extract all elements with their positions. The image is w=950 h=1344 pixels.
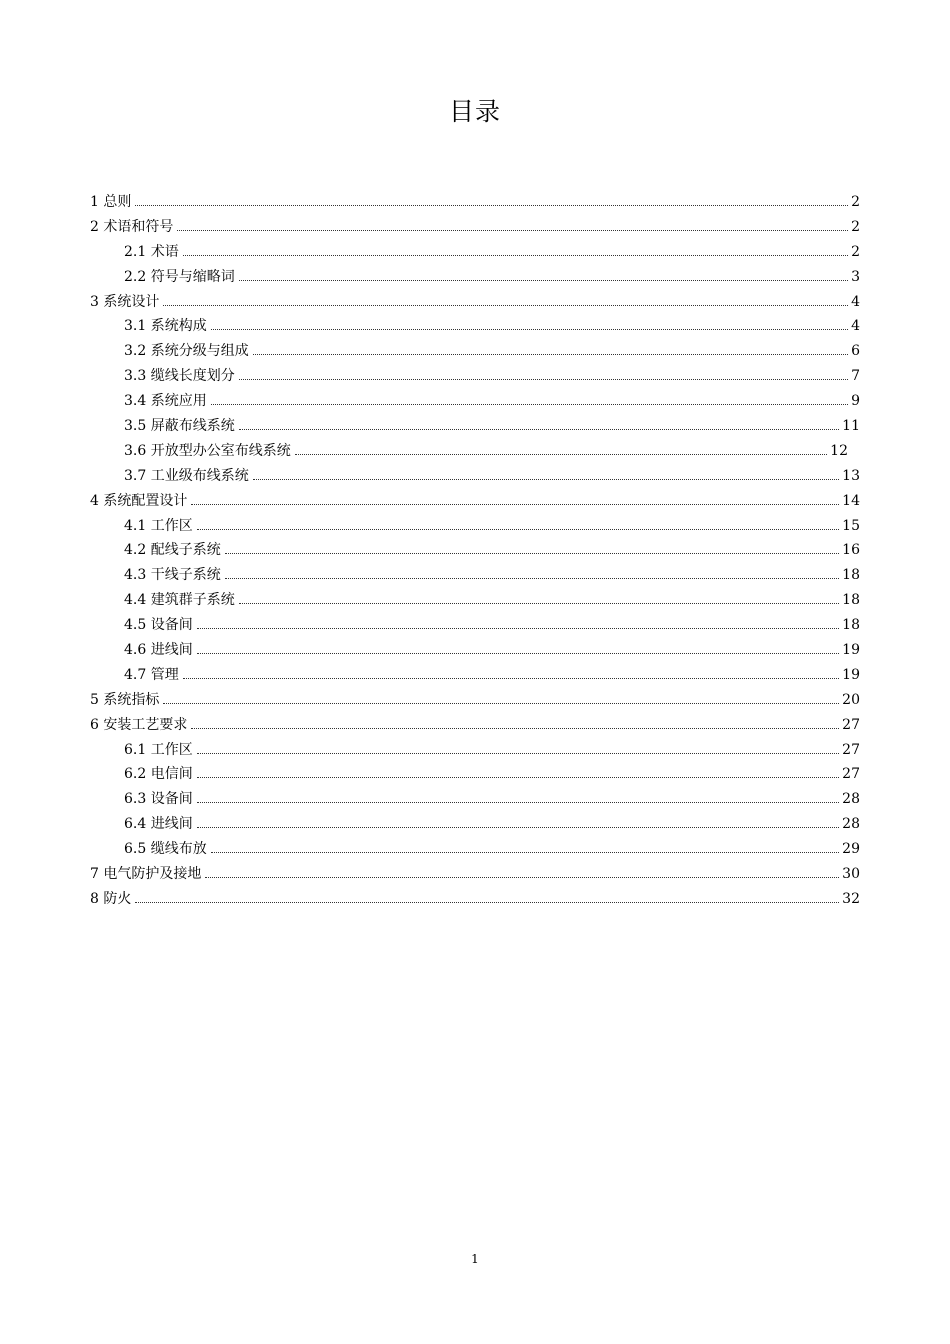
toc-entry[interactable] bbox=[90, 563, 860, 588]
toc-entry-page: 2 bbox=[851, 218, 860, 235]
toc-entry[interactable] bbox=[90, 240, 860, 265]
toc-entry[interactable] bbox=[90, 314, 860, 339]
toc-entry[interactable] bbox=[90, 265, 860, 290]
dot-leader bbox=[197, 801, 839, 803]
toc-entry-label: 2 术语和符号 bbox=[90, 218, 174, 235]
dot-leader bbox=[239, 378, 848, 380]
toc-entry[interactable] bbox=[90, 290, 860, 315]
toc-entry-label: 2.1 术语 bbox=[124, 243, 179, 260]
toc-entry-page: 20 bbox=[842, 691, 860, 708]
toc-entry[interactable] bbox=[90, 389, 860, 414]
toc-entry-page: 13 bbox=[842, 467, 860, 484]
toc-entry-label: 4.7 管理 bbox=[124, 666, 179, 683]
toc-entry-page: 28 bbox=[842, 791, 860, 808]
dot-leader bbox=[225, 577, 839, 579]
page-number: 1 bbox=[471, 1252, 479, 1266]
dot-leader bbox=[183, 677, 839, 679]
toc-entry-label: 4.2 配线子系统 bbox=[124, 542, 221, 559]
toc-entry[interactable] bbox=[90, 837, 860, 862]
toc-entry-page: 18 bbox=[842, 617, 860, 634]
toc-entry-page: 6 bbox=[851, 343, 860, 360]
toc-entry-page: 27 bbox=[842, 741, 860, 758]
toc-entry-label: 6.3 设备间 bbox=[124, 791, 193, 808]
dot-leader bbox=[211, 328, 848, 330]
toc-entry-label: 4.5 设备间 bbox=[124, 617, 193, 634]
toc-entry[interactable] bbox=[90, 613, 860, 638]
dot-leader bbox=[239, 602, 839, 604]
toc-entry-label: 3.4 系统应用 bbox=[124, 393, 207, 410]
toc-entry-label: 3.2 系统分级与组成 bbox=[124, 343, 249, 360]
toc-entry[interactable] bbox=[90, 862, 860, 887]
toc-entry-label: 6.2 电信间 bbox=[124, 766, 193, 783]
toc-entry-page: 2 bbox=[851, 194, 860, 210]
page-title: 目录 bbox=[448, 97, 501, 126]
toc-entry-page: 14 bbox=[842, 492, 860, 509]
dot-leader bbox=[225, 552, 839, 554]
toc-entry[interactable] bbox=[90, 538, 860, 563]
toc-entry[interactable] bbox=[90, 713, 860, 738]
dot-leader bbox=[197, 826, 839, 828]
toc-entry[interactable] bbox=[90, 464, 860, 489]
toc-entry-label: 6.1 工作区 bbox=[124, 741, 193, 758]
dot-leader bbox=[239, 279, 848, 281]
dot-leader bbox=[163, 304, 848, 306]
dot-leader bbox=[239, 428, 839, 430]
toc-entry-label: 3.6 开放型办公室布线系统 bbox=[124, 442, 291, 459]
toc-entry[interactable] bbox=[90, 762, 860, 787]
dot-leader bbox=[163, 702, 839, 704]
toc-entry[interactable] bbox=[90, 489, 860, 514]
toc-entry-label: 3.3 缆线长度划分 bbox=[124, 368, 235, 385]
toc-entry[interactable] bbox=[90, 414, 860, 439]
toc-entry-label: 6.5 缆线布放 bbox=[124, 841, 207, 858]
toc-entry-label: 2.2 符号与缩略词 bbox=[124, 268, 235, 285]
dot-leader bbox=[205, 876, 839, 878]
toc-entry-label: 4.4 建筑群子系统 bbox=[124, 592, 235, 609]
toc-entry-page: 28 bbox=[842, 816, 860, 833]
toc-entry-label: 4.1 工作区 bbox=[124, 517, 193, 534]
toc-entry-label: 6 安装工艺要求 bbox=[90, 716, 188, 733]
toc-entry-page: 32 bbox=[842, 890, 860, 907]
dot-leader bbox=[295, 453, 827, 455]
toc-entry-page: 27 bbox=[842, 716, 860, 733]
toc-entry[interactable] bbox=[90, 887, 860, 912]
dot-leader bbox=[197, 752, 839, 754]
toc-entry-page: 7 bbox=[851, 368, 860, 385]
dot-leader bbox=[253, 478, 839, 480]
toc-entry[interactable] bbox=[90, 787, 860, 812]
dot-leader bbox=[197, 652, 839, 654]
dot-leader bbox=[135, 901, 839, 903]
dot-leader bbox=[211, 403, 848, 405]
toc-entry-label: 5 系统指标 bbox=[90, 691, 160, 708]
toc-entry-label: 4.3 干线子系统 bbox=[124, 567, 221, 584]
toc-entry[interactable] bbox=[90, 439, 848, 464]
toc-entry-page: 19 bbox=[842, 666, 860, 683]
toc-entry-label: 4 系统配置设计 bbox=[90, 492, 188, 509]
dot-leader bbox=[135, 204, 848, 206]
dot-leader bbox=[191, 727, 839, 729]
toc-entry-label: 6.4 进线间 bbox=[124, 816, 193, 833]
toc-entry[interactable] bbox=[90, 215, 860, 240]
dot-leader bbox=[197, 776, 839, 778]
toc-entry-label: 3.1 系统构成 bbox=[124, 318, 207, 335]
toc-entry-page: 27 bbox=[842, 766, 860, 783]
toc-entry-page: 12 bbox=[830, 442, 848, 459]
toc-entry-label: 3.7 工业级布线系统 bbox=[124, 467, 249, 484]
dot-leader bbox=[211, 851, 839, 853]
toc-entry[interactable] bbox=[90, 688, 860, 713]
toc-entry[interactable] bbox=[90, 812, 860, 837]
toc-entry[interactable] bbox=[90, 638, 860, 663]
toc-entry-label: 4.6 进线间 bbox=[124, 642, 193, 659]
dot-leader bbox=[197, 528, 839, 530]
dot-leader bbox=[183, 254, 848, 256]
dot-leader bbox=[253, 353, 848, 355]
toc-entry-label: 7 电气防护及接地 bbox=[90, 866, 202, 883]
toc-entry-page: 4 bbox=[851, 318, 860, 335]
toc-entry[interactable] bbox=[90, 190, 860, 215]
toc-entry-page: 29 bbox=[842, 841, 860, 858]
toc-entry-label: 3.5 屏蔽布线系统 bbox=[124, 418, 235, 435]
dot-leader bbox=[177, 229, 848, 231]
toc-entry[interactable] bbox=[90, 588, 860, 613]
toc-entry[interactable] bbox=[90, 364, 860, 389]
toc-entry-page: 3 bbox=[851, 268, 860, 285]
toc-entry-page: 11 bbox=[842, 418, 860, 435]
toc-entry[interactable] bbox=[90, 514, 860, 539]
toc-entry-page: 19 bbox=[842, 642, 860, 659]
toc-entry-page: 18 bbox=[842, 567, 860, 584]
toc-entry-page: 16 bbox=[842, 542, 860, 559]
toc-entry-page: 9 bbox=[851, 393, 860, 410]
toc-entry-label: 1 总则 bbox=[90, 194, 132, 210]
toc-entry[interactable] bbox=[90, 663, 860, 688]
toc-entry[interactable] bbox=[90, 339, 860, 364]
toc-entry-page: 30 bbox=[842, 866, 860, 883]
toc-entry-label: 3 系统设计 bbox=[90, 293, 160, 310]
dot-leader bbox=[191, 503, 839, 505]
table-of-contents bbox=[90, 190, 860, 912]
toc-entry-page: 4 bbox=[851, 293, 860, 310]
toc-entry-page: 18 bbox=[842, 592, 860, 609]
toc-entry-label: 8 防火 bbox=[90, 890, 132, 907]
toc-entry[interactable] bbox=[90, 738, 860, 763]
toc-entry-page: 2 bbox=[851, 243, 860, 260]
dot-leader bbox=[197, 627, 839, 629]
toc-entry-page: 15 bbox=[842, 517, 860, 534]
